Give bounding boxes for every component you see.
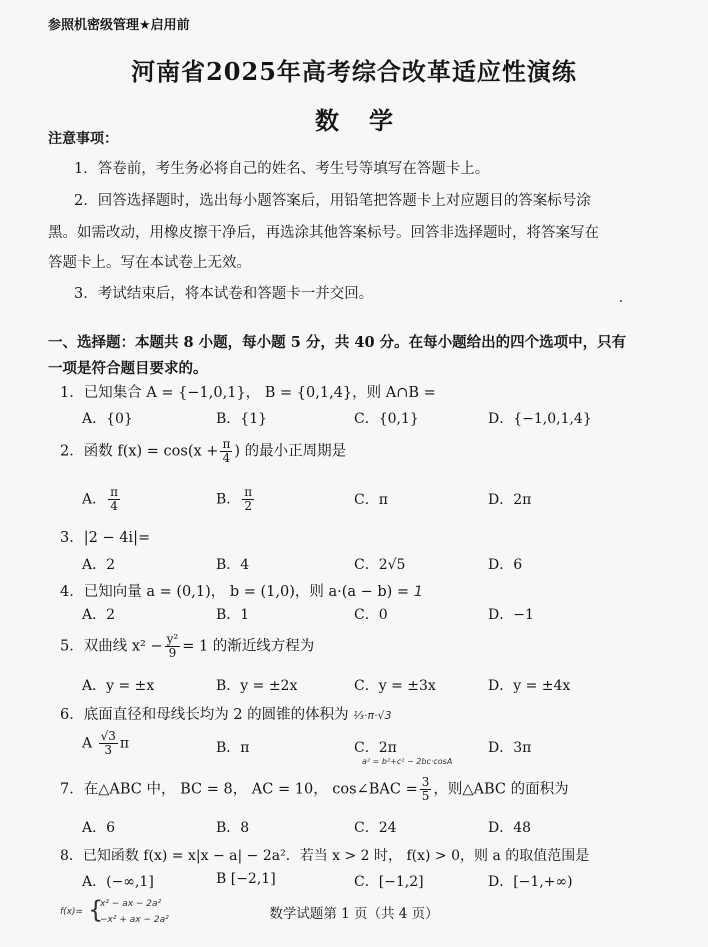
q6-option-d: D．3π [488,740,532,756]
q5-option-a: A．y = ±x [82,678,155,694]
q8-option-d: D．[−1,+∞) [488,874,573,890]
q6-option-b: B．π [216,740,250,756]
q1-option-d: D．{−1,0,1,4} [488,411,592,427]
q2-fraction: $\frac{\pi}{4}$ [222,437,231,465]
q8-option-b: B [−2,1] [216,871,276,887]
q2-option-c: C．π [354,492,388,508]
q6-option-a: A $\frac{√3}{3}$ π [82,729,130,757]
question-1: 1．已知集合 A = {−1,0,1}， B = {0,1,4}，则 A∩B = [60,385,436,401]
question-5: 5．双曲线 x² − $\frac{\text{y²}}{9}$ = 1 的渐近线方程为 [60,632,315,660]
q3-option-c: C．2√5 [354,557,406,573]
q2-option-d: D．2π [488,492,532,508]
note-2: 2．回答选择题时，选出每小题答案后，用铅笔把答题卡上对应题目的答案标号涂 [74,193,591,209]
question-2: 2．函数 f(x) = cos(x + $\frac{\pi}{4}$ ) 的最小正周期是 [60,437,347,465]
q8-option-c: C．[−1,2] [354,874,424,890]
q3-option-b: B．4 [216,557,250,573]
q7-option-b: B．8 [216,820,250,836]
question-7: 7．在△ABC 中， BC = 8， AC = 10， cos∠BAC = $\frac{3}{5}$ ，则△ABC 的面积为 [60,775,569,803]
q2-option-b: B． $\frac{\pi}{2}$ [216,485,253,513]
q8-option-a: A．(−∞,1] [82,874,154,890]
q3-option-a: A．2 [82,557,116,573]
question-8: 8．已知函数 f(x) = x|x − a| − 2a²．若当 x > 2 时， f(x) > 0，则 a 的取值范围是 [60,848,590,864]
q7-option-a: A．6 [82,820,116,836]
q5-option-c: C．y = ±3x [354,678,436,694]
q1-option-a: A．{0} [82,411,133,427]
exam-title: 河南省2025年高考综合改革适应性演练 [131,57,577,86]
q1-option-b: B．{1} [216,411,268,427]
note-2-cont2: 答题卡上。写在本试卷上无效。 [48,255,251,271]
subject-title: 数学 [315,106,423,135]
question-3: 3．|2 − 4i|= [60,530,151,546]
q5-fraction: $\frac{\text{y²}}{9}$ [166,632,179,660]
q4-option-a: A．2 [82,607,116,623]
question-4: 4．已知向量 a = (0,1)， b = (1,0)，则 a·(a − b) = 1 [60,584,423,600]
question-6: 6．底面直径和母线长均为 2 的圆锥的体积为 ⅓·π·√3 [60,707,392,723]
q6-option-c: C．2π [354,740,397,756]
q4-option-c: C．0 [354,607,388,623]
q5-option-d: D．y = ±4x [488,678,571,694]
q7-option-c: C．24 [354,820,397,836]
section-heading: 一、选择题：本题共 8 小题，每小题 5 分，共 40 分。在每小题给出的四个选项中，只有一项是符合题目要求的。 [48,334,627,377]
q6-handwritten-note: ⅓·π·√3 [353,709,392,722]
q4-option-b: B．1 [216,607,250,623]
page-footer: 数学试题第 1 页（共 4 页） [269,906,439,922]
confidential-label: 参照机密级管理★启用前 [48,18,190,33]
q7-fraction: $\frac{3}{5}$ [421,775,430,803]
q7-handwritten-note: a² = b²+c² − 2bc·cosA [362,757,453,766]
q4-option-d: D．−1 [488,607,534,623]
q2-option-a: A． $\frac{\pi}{4}$ [82,485,119,513]
q5-option-b: B．y = ±2x [216,678,298,694]
note-2-cont: 黑。如需改动，用橡皮擦干净后，再选涂其他答案标号。回答非选择题时，将答案写在 [48,225,599,241]
notes-heading: 注意事项： [48,131,118,147]
note-1: 1．答卷前，考生务必将自己的姓名、考生号等填写在答题卡上。 [74,161,490,177]
q4-handwritten-answer: 1 [413,584,423,600]
q3-option-d: D．6 [488,557,523,573]
q1-option-c: C．{0,1} [354,411,419,427]
q7-option-d: D．48 [488,820,532,836]
note-3: 3．考试结束后，将本试卷和答题卡一并交回。 [74,286,374,302]
